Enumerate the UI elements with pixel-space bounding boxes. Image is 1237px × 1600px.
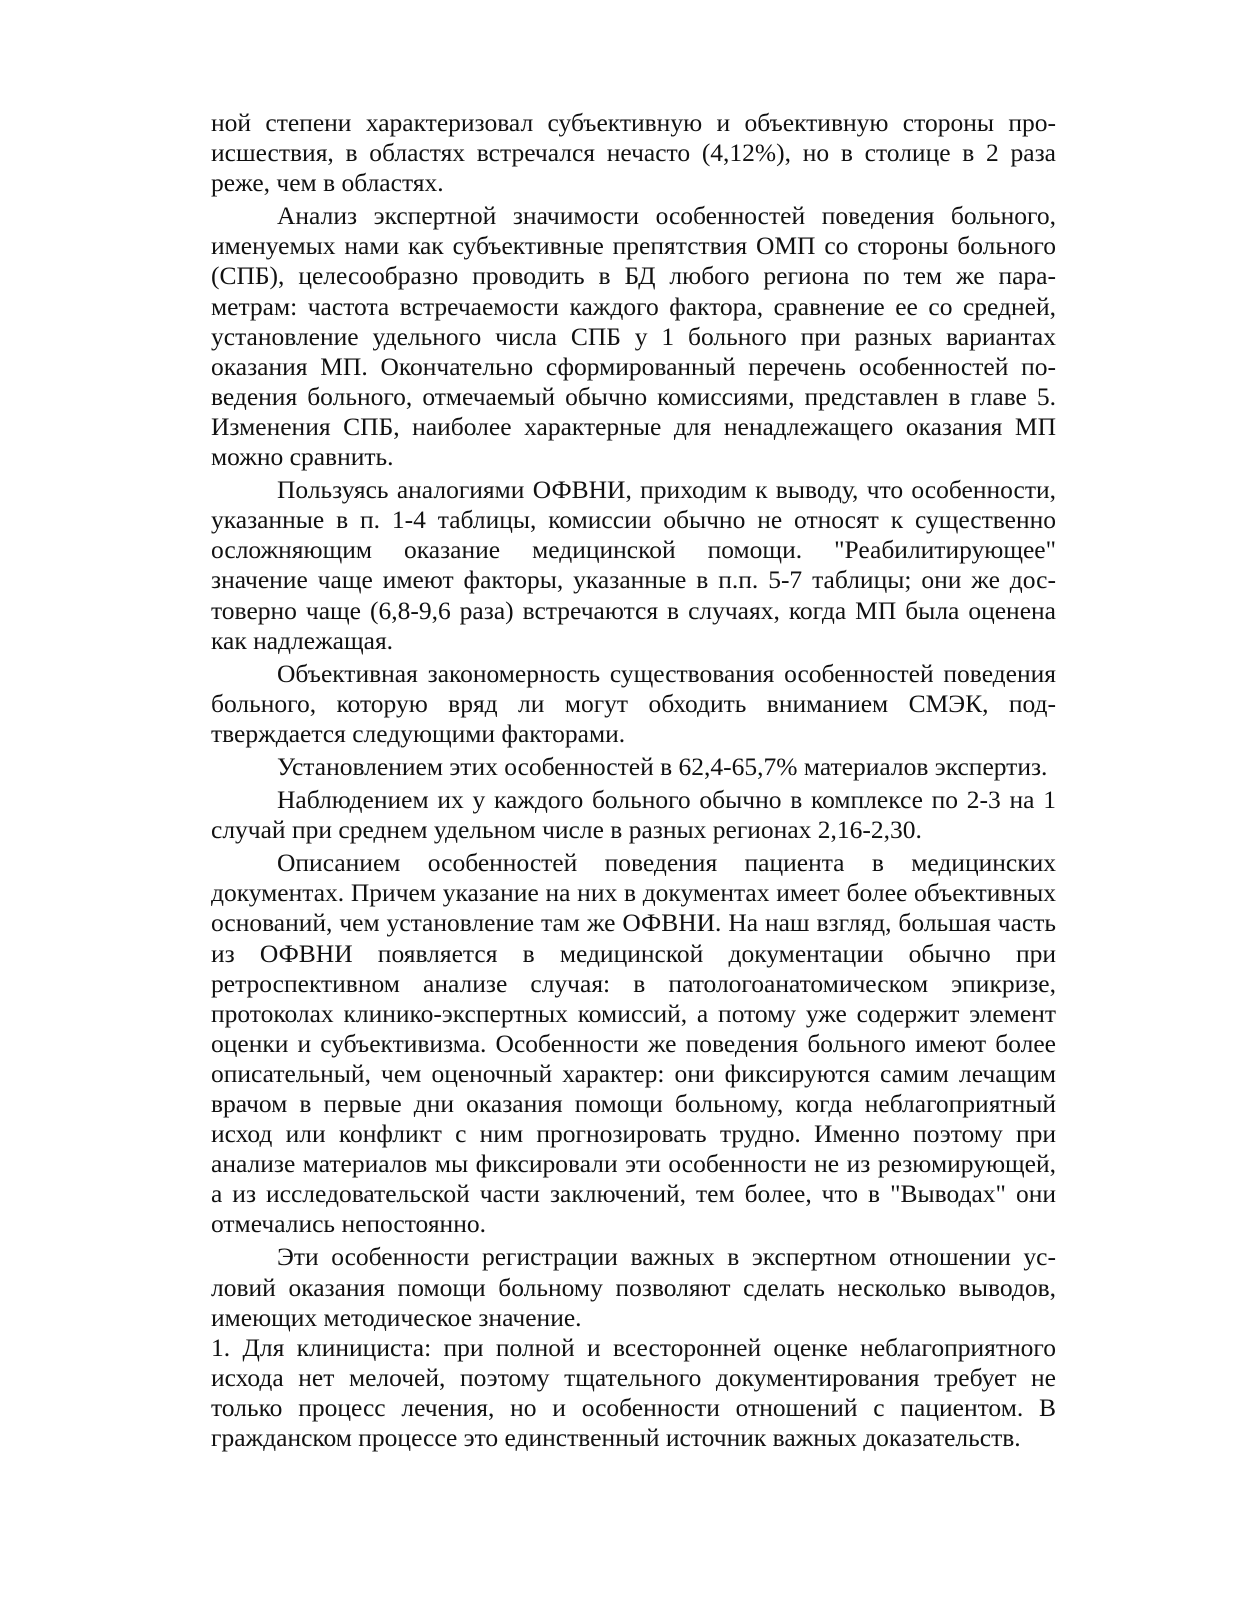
paragraph-6: Наблюдением их у каждого больного обычно в комплексе по 2-3 на 1 случай при среднем удельном числе в разных регионах 2,16-2,30. — [211, 785, 1056, 845]
document-page — [211, 108, 1056, 1453]
paragraph-9-list-item: 1. Для клинициста: при полной и всесторонней оценке неблагоприятного исхода нет мелочей, поэтому тщательного документирования требует не только процесс лечения, но и особенности отношений с пациентом. В гражданском процессе это единственный источник важных доказательств. — [211, 1332, 1056, 1453]
paragraph-3: Пользуясь аналогиями ОФВНИ, приходим к выводу, что особенности, указанные в п. 1-4 таблицы, комиссии обычно не относят к существенно осложняющим оказание медицинской помощи. "Реабилитирующее" значение чаще имеют факторы, указанные в п.п. 5-7 таблицы; они же достоверно чаще (6,8-9,6 раза) встречаются в случаях, когда МП была оценена как надлежащая. — [211, 475, 1056, 655]
paragraph-2: Анализ экспертной значимости особенностей поведения больного, именуемых нами как субъективные препятствия ОМП со стороны больного (СПБ), целесообразно проводить в БД любого региона по тем же параметрам: частота встречаемости каждого фактора, сравнение ее со средней, установление удельного числа СПБ у 1 больного при разных вариантах оказания МП. Окончательно сформированный перечень особенностей поведения больного, отмечаемый обычно комиссиями, представлен в главе 5. Изменения СПБ, наиболее характерные для ненадлежащего оказания МП можно сравнить. — [211, 201, 1056, 472]
paragraph-8: Эти особенности регистрации важных в экспертном отношении условий оказания помощи больному позволяют сделать несколько выводов, имеющих методическое значение. — [211, 1242, 1056, 1332]
paragraph-1: ной степени характеризовал субъективную и объективную стороны происшествия, в областях встречался нечасто (4,12%), но в столице в 2 раза реже, чем в областях. — [211, 108, 1056, 198]
paragraph-7: Описанием особенностей поведения пациента в медицинских документах. Причем указание на них в документах имеет более объективных оснований, чем установление там же ОФВНИ. На наш взгляд, большая часть из ОФВНИ появляется в медицинской документации обычно при ретроспективном анализе случая: в патологоанатомическом эпикризе, протоколах клинико-экспертных комиссий, а потому уже содержит элемент оценки и субъективизма. Особенности же поведения больного имеют более описательный, чем оценочный характер: они фиксируются самим лечащим врачом в первые дни оказания помощи больному, когда неблагоприятный исход или конфликт с ним прогнозировать трудно. Именно поэтому при анализе материалов мы фиксировали эти особенности не из резюмирующей, а из исследовательской части заключений, тем более, что в "Выводах" они отмечались непостоянно. — [211, 848, 1056, 1239]
paragraph-4: Объективная закономерность существования особенностей поведения больного, которую вряд ли могут обходить вниманием СМЭК, подтверждается следующими факторами. — [211, 658, 1056, 748]
paragraph-5: Установлением этих особенностей в 62,4-65,7% материалов экспертиз. — [277, 751, 1048, 781]
